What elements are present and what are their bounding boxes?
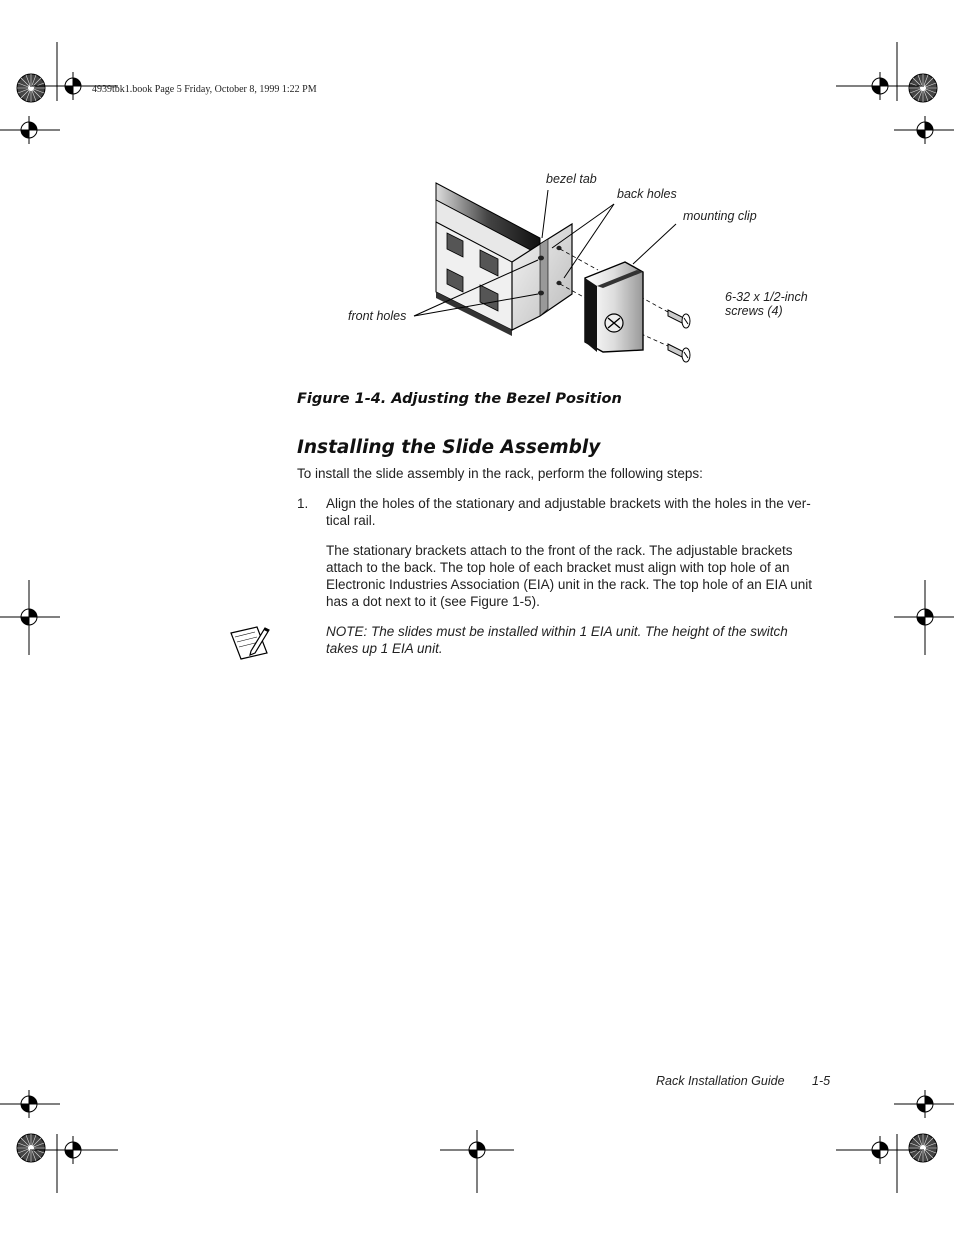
callout-screws-line2: screws (4) bbox=[725, 304, 783, 318]
callout-front-holes: front holes bbox=[348, 309, 407, 323]
note-text bbox=[326, 623, 788, 657]
section-heading: Installing the Slide Assembly bbox=[297, 437, 601, 458]
bracket-paragraph bbox=[326, 542, 812, 610]
bracket-paragraph-line4: has a dot next to it (see Figure 1-5). bbox=[326, 594, 540, 609]
footer-page-number: 1-5 bbox=[812, 1074, 831, 1088]
callout-screws bbox=[725, 290, 808, 318]
bezel-bracket-illustration bbox=[0, 0, 954, 400]
callout-back-holes: back holes bbox=[617, 187, 677, 201]
step-number: 1. bbox=[297, 496, 309, 511]
callout-bezel-tab: bezel tab bbox=[546, 172, 597, 186]
step-text-line1: Align the holes of the stationary and adjustable brackets with the holes in the ver- bbox=[326, 496, 811, 511]
step-text-line2: tical rail. bbox=[326, 513, 376, 528]
bracket-paragraph-line3: Electronic Industries Association (EIA) unit in the rack. The top hole of an EIA unit bbox=[326, 577, 813, 592]
note-text-line2: takes up 1 EIA unit. bbox=[326, 641, 443, 656]
callout-mounting-clip: mounting clip bbox=[683, 209, 757, 223]
figure-caption: Figure 1-4. Adjusting the Bezel Position bbox=[297, 391, 622, 407]
bracket-paragraph-line1: The stationary brackets attach to the front of the rack. The adjustable brackets bbox=[326, 543, 793, 558]
intro-paragraph: To install the slide assembly in the rack, perform the following steps: bbox=[297, 466, 703, 481]
footer-title: Rack Installation Guide bbox=[656, 1074, 785, 1088]
callout-screws-line1: 6-32 x 1/2-inch bbox=[725, 290, 808, 304]
bracket-paragraph-line2: attach to the back. The top hole of each bracket must align with top hole of an bbox=[326, 560, 790, 575]
note-pencil-icon bbox=[229, 625, 269, 661]
note-text-line1: NOTE: The slides must be installed within 1 EIA unit. The height of the switch bbox=[326, 624, 788, 639]
print-header-stamp: 4939tbk1.book Page 5 Friday, October 8, 1999 1:22 PM bbox=[92, 84, 317, 95]
step-text bbox=[326, 495, 811, 529]
